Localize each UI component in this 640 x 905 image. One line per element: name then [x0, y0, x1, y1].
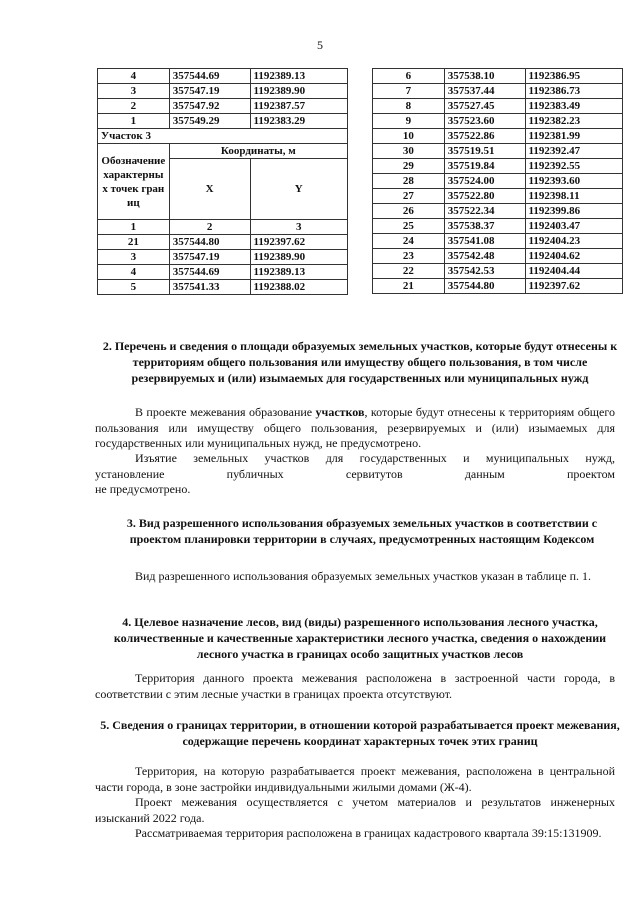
table-row — [373, 129, 623, 144]
coord-x: 357544.80 — [169, 235, 250, 250]
point-number: 24 — [373, 234, 445, 249]
table-row — [373, 249, 623, 264]
page-number: 5 — [317, 38, 323, 52]
coord-x: 357547.19 — [169, 84, 250, 99]
coord-y: 1192393.60 — [525, 174, 622, 189]
coord-y: 1192399.86 — [525, 204, 622, 219]
table-row — [373, 144, 623, 159]
coord-x: 357542.53 — [444, 264, 525, 279]
point-number: 2 — [98, 99, 170, 114]
table-row — [373, 114, 623, 129]
point-number: 4 — [98, 69, 170, 84]
point-number: 21 — [98, 235, 170, 250]
section-2-paragraph-2 — [95, 451, 615, 498]
section-label: Участок 3 — [98, 129, 348, 144]
coordinates-table-left — [97, 68, 348, 295]
text-span: В проекте межевания образование — [135, 405, 316, 419]
section-4-paragraph-1: Территория данного проекта межевания расположена в застроенной части города, в соответствии с этим лесные участки в границах проекта отсутствуют. — [95, 671, 615, 701]
coord-y: 1192383.29 — [250, 114, 347, 129]
text-line: установление публичных сервитутов данным проектом — [95, 466, 615, 481]
point-number: 21 — [373, 279, 445, 294]
coord-y: 1192386.95 — [525, 69, 622, 84]
coord-y: 1192404.44 — [525, 264, 622, 279]
header-point-label: Обозначение характерных точек границ — [98, 144, 170, 220]
coord-y: 1192389.13 — [250, 265, 347, 280]
section-4-heading: 4. Целевое назначение лесов, вид (виды) разрешенного использования лесного участка, количественные и качественные характеристики лесного участка, сведения о нахождении лесного участка в границах особо защитных участков лесов — [113, 615, 607, 661]
table-row — [373, 99, 623, 114]
section-3-heading: 3. Вид разрешенного использования образуемых земельных участков в соответствии с проектом планировки территории в случаях, предусмотренных настоящим Кодексом — [126, 516, 598, 546]
point-number: 29 — [373, 159, 445, 174]
coord-x: 357547.92 — [169, 99, 250, 114]
coord-x: 357522.86 — [444, 129, 525, 144]
point-number: 30 — [373, 144, 445, 159]
header-x: X — [169, 159, 250, 220]
coord-y: 1192387.57 — [250, 99, 347, 114]
coord-y: 1192389.13 — [250, 69, 347, 84]
text-line: Изъятие земельных участков для государственных и муниципальных нужд, — [135, 451, 615, 465]
coord-x: 357544.80 — [444, 279, 525, 294]
table-row — [373, 174, 623, 189]
table-row — [98, 99, 348, 114]
point-number: 1 — [98, 114, 170, 129]
text-bold: участков — [315, 405, 365, 419]
coordinates-table-right — [372, 68, 623, 294]
coord-x: 357541.33 — [169, 280, 250, 295]
coord-y: 1192383.49 — [525, 99, 622, 114]
section-5-heading: 5. Сведения о границах территории, в отношении которой разрабатывается проект межевания, содержащие перечень координат характерных точек этих границ — [100, 718, 620, 748]
header-y: Y — [250, 159, 347, 220]
point-number: 28 — [373, 174, 445, 189]
col-num: 1 — [98, 220, 170, 235]
point-number: 6 — [373, 69, 445, 84]
table-row — [373, 189, 623, 204]
coord-y: 1192392.55 — [525, 159, 622, 174]
table-section-row — [98, 129, 348, 144]
table-row — [98, 250, 348, 265]
table-row — [98, 235, 348, 250]
point-number: 5 — [98, 280, 170, 295]
table-row — [373, 219, 623, 234]
point-number: 26 — [373, 204, 445, 219]
point-number: 3 — [98, 84, 170, 99]
coord-x: 357544.69 — [169, 69, 250, 84]
coord-y: 1192398.11 — [525, 189, 622, 204]
table-row — [98, 265, 348, 280]
coord-x: 357538.10 — [444, 69, 525, 84]
table-row — [98, 84, 348, 99]
coord-y: 1192403.47 — [525, 219, 622, 234]
table-row — [373, 84, 623, 99]
point-number: 22 — [373, 264, 445, 279]
coord-x: 357522.34 — [444, 204, 525, 219]
table-header-row — [98, 144, 348, 159]
table-colnum-row — [98, 220, 348, 235]
coord-y: 1192404.23 — [525, 234, 622, 249]
point-number: 27 — [373, 189, 445, 204]
coord-y: 1192404.62 — [525, 249, 622, 264]
coord-y: 1192389.90 — [250, 84, 347, 99]
coord-x: 357544.69 — [169, 265, 250, 280]
point-number: 9 — [373, 114, 445, 129]
table-row — [373, 234, 623, 249]
coord-x: 357524.00 — [444, 174, 525, 189]
point-number: 7 — [373, 84, 445, 99]
point-number: 25 — [373, 219, 445, 234]
coord-x: 357538.37 — [444, 219, 525, 234]
coord-x: 357519.51 — [444, 144, 525, 159]
text-span: , которые будут отнесены к территориям общего пользования или имуществу общего пользования, резервируемых и (или) изымаемых для государственных или муниципальных нужд, не предусмотрено. — [95, 405, 615, 450]
coord-y: 1192392.47 — [525, 144, 622, 159]
point-number: 3 — [98, 250, 170, 265]
header-coords-label: Координаты, м — [169, 144, 347, 159]
table-row — [98, 280, 348, 295]
coord-y: 1192388.02 — [250, 280, 347, 295]
section-2-heading: 2. Перечень и сведения о площади образуемых земельных участков, которые будут отнесены к территориям общего пользования или имуществу общего пользования, в том числе резервируемых и (или) изымаемых для государственных или муниципальных нужд — [102, 339, 618, 385]
coord-x: 357547.19 — [169, 250, 250, 265]
table-row — [373, 159, 623, 174]
section-3-paragraph-1: Вид разрешенного использования образуемых земельных участков указан в таблице п. 1. — [135, 569, 592, 583]
coord-y: 1192381.99 — [525, 129, 622, 144]
coord-y: 1192397.62 — [250, 235, 347, 250]
point-number: 8 — [373, 99, 445, 114]
section-5-paragraph-3: Рассматриваемая территория расположена в границах кадастрового квартала 39:15:131909. — [135, 826, 602, 840]
coord-y: 1192386.73 — [525, 84, 622, 99]
coord-y: 1192389.90 — [250, 250, 347, 265]
coord-y: 1192397.62 — [525, 279, 622, 294]
coord-x: 357549.29 — [169, 114, 250, 129]
table-row — [373, 279, 623, 294]
table-row — [98, 69, 348, 84]
table-row — [373, 264, 623, 279]
coord-x: 357541.08 — [444, 234, 525, 249]
section-5-paragraph-1: Территория, на которую разрабатывается проект межевания, расположена в центральной части города, в зоне застройки индивидуальными жилыми домами (Ж-4). — [95, 764, 615, 794]
coord-x: 357542.48 — [444, 249, 525, 264]
coord-x: 357537.44 — [444, 84, 525, 99]
section-2-paragraph-1 — [95, 405, 615, 452]
text-line: не предусмотрено. — [95, 482, 191, 496]
coord-y: 1192382.23 — [525, 114, 622, 129]
coord-x: 357522.80 — [444, 189, 525, 204]
point-number: 10 — [373, 129, 445, 144]
col-num: 2 — [169, 220, 250, 235]
coord-x: 357527.45 — [444, 99, 525, 114]
point-number: 4 — [98, 265, 170, 280]
coord-x: 357519.84 — [444, 159, 525, 174]
table-row — [98, 114, 348, 129]
section-5-paragraph-2: Проект межевания осуществляется с учетом материалов и результатов инженерных изысканий 2022 года. — [95, 795, 615, 825]
coord-x: 357523.60 — [444, 114, 525, 129]
point-number: 23 — [373, 249, 445, 264]
col-num: 3 — [250, 220, 347, 235]
table-row — [373, 204, 623, 219]
table-row — [373, 69, 623, 84]
